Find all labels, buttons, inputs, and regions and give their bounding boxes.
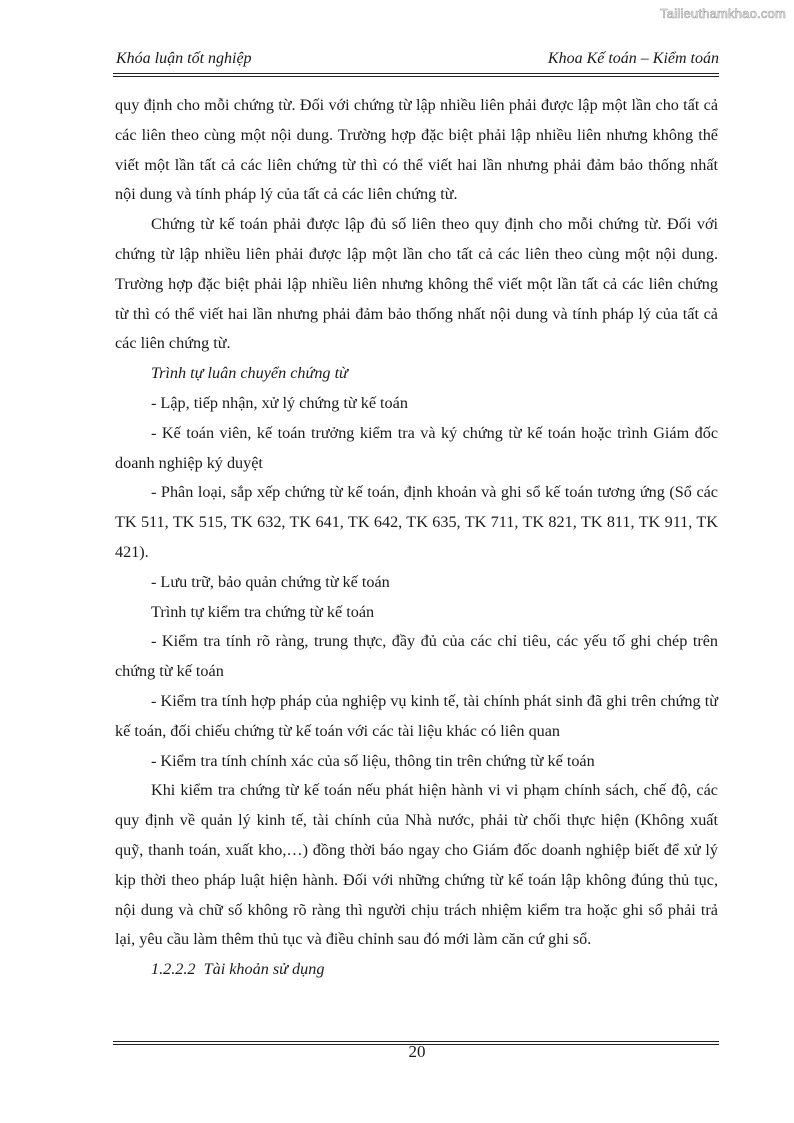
list-item-check-clarity: - Kiểm tra tính rõ ràng, trung thực, đầy đủ của các chỉ tiêu, các yếu tố ghi chép trên chứng từ kế toán — [115, 632, 718, 681]
header-divider-second — [113, 76, 719, 77]
page-number: 20 — [408, 1042, 426, 1061]
list-item-archive: - Lưu trữ, bảo quản chứng từ kế toán — [151, 572, 390, 591]
list-item-create-voucher: - Lập, tiếp nhận, xử lý chứng từ kế toán — [151, 393, 408, 412]
section-number: 1.2.2.2 — [151, 960, 196, 979]
section-heading — [115, 955, 718, 985]
header-divider — [113, 73, 719, 74]
list-item-check-legality: - Kiểm tra tính hợp pháp của nghiệp vụ kinh tế, tài chính phát sinh đã ghi trên chứng từ kế toán, đối chiếu chứng từ kế toán với các tài liệu khác có liên quan — [115, 691, 718, 740]
paragraph-violation-handling: Khi kiểm tra chứng từ kế toán nếu phát hiện hành vi vi phạm chính sách, chế độ, các quy định về quản lý kinh tế, tài chính của Nhà nước, phải từ chối thực hiện (Không xuất quỹ, thanh toán, xuất kho,…) đồng thời báo ngay cho Giám đốc doanh nghiệp biết để xử lý kịp thời theo pháp luật hiện hành. Đối với những chứng từ kế toán lập không đúng thủ tục, nội dung và chữ số không rõ ràng thì người chịu trách nhiệm kiểm tra hoặc ghi sổ phải trả lại, yêu cầu làm thêm thủ tục và điều chỉnh sau đó mới làm căn cứ ghi sổ. — [115, 781, 718, 949]
header-right-title: Khoa Kế toán – Kiểm toán — [547, 50, 719, 67]
header-left-title: Khóa luận tốt nghiệp — [116, 50, 252, 67]
list-item-check-accuracy: - Kiểm tra tính chính xác của số liệu, thông tin trên chứng từ kế toán — [151, 751, 595, 770]
paragraph-voucher-copies: Chứng từ kế toán phải được lập đủ số liên theo quy định cho mỗi chứng từ. Đối với chứng từ lập nhiều liên phải được lập một lần cho tất cả các liên theo cùng một nội dung. Trường hợp đặc biệt phải lập nhiều liên nhưng không thể viết một lần tất cả các liên chứng từ thì có thể viết hai lần nhưng phải đảm bảo thống nhất nội dung và tính pháp lý của tất cả các liên chứng từ. — [115, 215, 718, 353]
list-item-review-sign: - Kế toán viên, kế toán trưởng kiểm tra và ký chứng từ kế toán hoặc trình Giám đốc doanh nghiệp ký duyệt — [115, 423, 718, 472]
subheading-inspection-process: Trình tự kiểm tra chứng từ kế toán — [151, 602, 375, 621]
page-header — [113, 50, 719, 72]
document-body — [115, 91, 718, 985]
section-title: Tài khoản sử dụng — [203, 960, 325, 979]
list-item-classify-record: - Phân loại, sắp xếp chứng từ kế toán, định khoản và ghi sổ kế toán tương ứng (Sổ các TK 511, TK 515, TK 632, TK 641, TK 642, TK 635, TK 711, TK 821, TK 811, TK 911, TK 421). — [115, 483, 718, 561]
paragraph-continuation: quy định cho mỗi chứng từ. Đối với chứng từ lập nhiều liên phải được lập một lần cho tất cả các liên theo cùng một nội dung. Trường hợp đặc biệt phải lập nhiều liên nhưng không thể viết một lần tất cả các liên chứng từ thì có thể viết hai lần nhưng phải đảm bảo thống nhất nội dung và tính pháp lý của tất cả các liên chứng từ. — [115, 96, 718, 204]
watermark-text: Tailieuthamkhao.com — [660, 6, 786, 21]
subheading-circulation-process: Trình tự luân chuyển chứng từ — [151, 364, 348, 383]
